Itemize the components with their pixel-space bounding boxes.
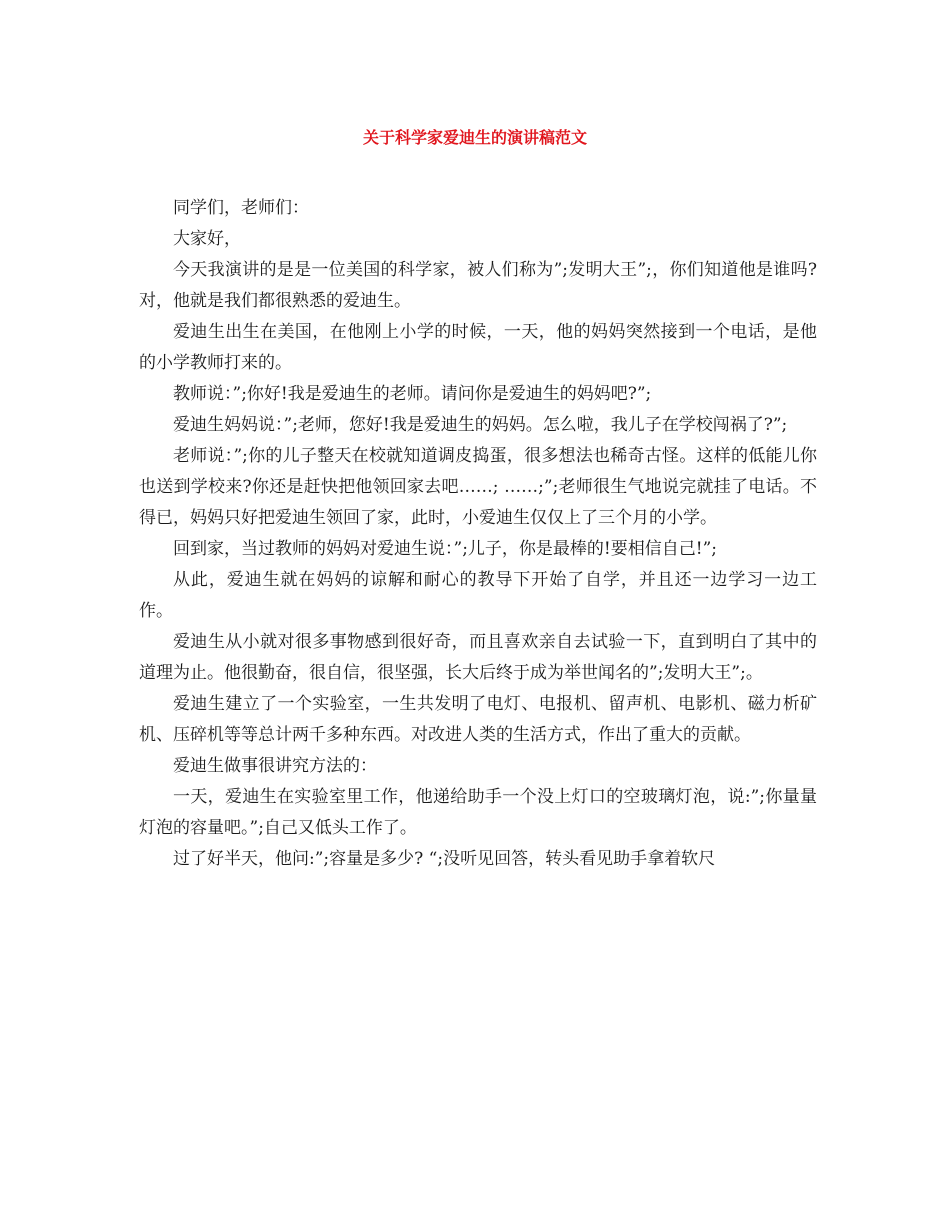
paragraph: 从此，爱迪生就在妈妈的谅解和耐心的教导下开始了自学，并且还一边学习一边工作。 bbox=[139, 570, 817, 621]
paragraph: 教师说：”;你好!我是爱迪生的老师。请问你是爱迪生的妈妈吧?”; bbox=[173, 384, 652, 404]
paragraph: 过了好半天，他问:”;容量是多少? “;没听见回答，转头看见助手拿着软尺 bbox=[173, 849, 716, 869]
paragraph: 同学们，老师们： bbox=[173, 198, 309, 218]
paragraph: 爱迪生出生在美国，在他刚上小学的时候，一天，他的妈妈突然接到一个电话，是他的小学教师打来的。 bbox=[139, 322, 817, 373]
paragraph: 爱迪生做事很讲究方法的： bbox=[173, 756, 377, 776]
paragraph: 回到家，当过教师的妈妈对爱迪生说：”;儿子，你是最棒的!要相信自己!”; bbox=[173, 539, 717, 559]
paragraph: 今天我演讲的是是一位美国的科学家，被人们称为”;发明大王”;，你们知道他是谁吗?对，他就是我们都很熟悉的爱迪生。 bbox=[139, 260, 817, 311]
document-title: 关于科学家爱迪生的演讲稿范文 bbox=[362, 128, 587, 147]
document-body bbox=[139, 193, 817, 875]
paragraph: 爱迪生妈妈说：”;老师，您好!我是爱迪生的妈妈。怎么啦，我儿子在学校闯祸了?”; bbox=[173, 415, 788, 435]
paragraph: 老师说：”;你的儿子整天在校就知道调皮捣蛋，很多想法也稀奇古怪。这样的低能儿你也送到学校来?你还是赶快把他领回家去吧……; ……;”;老师很生气地说完就挂了电话。不得已，妈妈只好把爱迪生领回了家，此时，小爱迪生仅仅上了三个月的小学。 bbox=[139, 446, 817, 528]
paragraph: 大家好， bbox=[173, 229, 241, 249]
paragraph: 一天，爱迪生在实验室里工作，他递给助手一个没上灯口的空玻璃灯泡，说:”;你量量灯泡的容量吧。”;自己又低头工作了。 bbox=[139, 787, 817, 838]
paragraph: 爱迪生从小就对很多事物感到很好奇，而且喜欢亲自去试验一下，直到明白了其中的道理为止。他很勤奋，很自信，很坚强，长大后终于成为举世闻名的”;发明大王”;。 bbox=[139, 632, 817, 683]
paragraph: 爱迪生建立了一个实验室，一生共发明了电灯、电报机、留声机、电影机、磁力析矿机、压碎机等等总计两千多种东西。对改进人类的生活方式，作出了重大的贡献。 bbox=[139, 694, 817, 745]
